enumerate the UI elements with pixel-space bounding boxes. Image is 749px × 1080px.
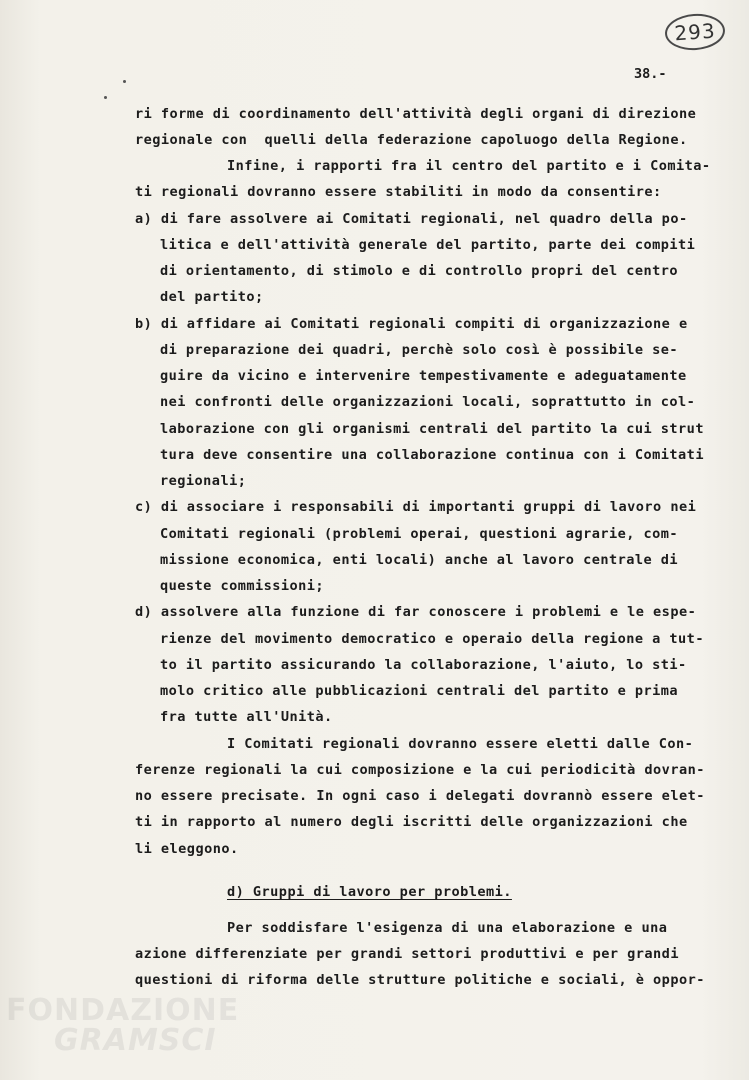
- watermark-line: FONDAZIONE: [6, 993, 240, 1028]
- text-line: queste commissioni;: [160, 578, 325, 594]
- text-line: to il partito assicurando la collaborazione, l'aiuto, lo sti-: [160, 657, 687, 673]
- text-line: guire da vicino e intervenire tempestivamente e adeguatamente: [160, 368, 687, 384]
- text-line: del partito;: [160, 289, 264, 305]
- text-line: no essere precisate. In ogni caso i delegati dovrannò essere elet-: [135, 788, 705, 804]
- text-line: ti regionali dovranno essere stabiliti in modo da consentire:: [135, 184, 662, 200]
- text-line: ri forme di coordinamento dell'attività degli organi di direzione: [135, 106, 697, 122]
- text-line: laborazione con gli organismi centrali del partito la cui strut: [160, 421, 704, 437]
- text-line: ferenze regionali la cui composizione e la cui periodicità dovran-: [135, 762, 705, 778]
- text-line: missione economica, enti locali) anche al lavoro centrale di: [160, 552, 679, 568]
- margin-mark: [123, 80, 126, 83]
- text-line: rienze del movimento democratico e operaio della regione a tut-: [160, 631, 704, 647]
- text-line: li eleggono.: [135, 841, 239, 857]
- text-line: d) assolvere alla funzione di far conoscere i problemi e le espe-: [135, 604, 697, 620]
- margin-mark: [104, 96, 107, 99]
- text-line: Per soddisfare l'esigenza di una elaborazione e una: [227, 920, 668, 936]
- archive-stamp: 293: [664, 12, 726, 52]
- text-line: ti in rapporto al numero degli iscritti delle organizzazioni che: [135, 814, 688, 830]
- section-heading: d) Gruppi di lavoro per problemi.: [227, 884, 512, 900]
- text-line: di preparazione dei quadri, perchè solo così è possibile se-: [160, 342, 679, 358]
- text-line: Comitati regionali (problemi operai, questioni agrarie, com-: [160, 526, 679, 542]
- text-line: I Comitati regionali dovranno essere eletti dalle Con-: [227, 736, 694, 752]
- text-line: questioni di riforma delle strutture politiche e sociali, è oppor-: [135, 972, 705, 988]
- text-line: c) di associare i responsabili di importanti gruppi di lavoro nei: [135, 499, 697, 515]
- watermark-line: GRAMSCI: [54, 1023, 217, 1058]
- text-line: b) di affidare ai Comitati regionali compiti di organizzazione e: [135, 316, 688, 332]
- text-line: tura deve consentire una collaborazione continua con i Comitati: [160, 447, 704, 463]
- text-line: molo critico alle pubblicazioni centrali del partito e prima: [160, 683, 679, 699]
- text-line: regionale con quelli della federazione capoluogo della Regione.: [135, 132, 688, 148]
- text-line: regionali;: [160, 473, 247, 489]
- archive-watermark: [6, 993, 240, 1058]
- text-line: nei confronti delle organizzazioni locali, soprattutto in col-: [160, 394, 696, 410]
- page-number: 38.-: [634, 66, 667, 82]
- text-line: fra tutte all'Unità.: [160, 709, 333, 725]
- text-line: azione differenziate per grandi settori produttivi e per grandi: [135, 946, 679, 962]
- text-line: litica e dell'attività generale del partito, parte dei compiti: [160, 237, 696, 253]
- text-line: di orientamento, di stimolo e di controllo propri del centro: [160, 263, 679, 279]
- text-line: a) di fare assolvere ai Comitati regionali, nel quadro della po-: [135, 211, 688, 227]
- text-line: Infine, i rapporti fra il centro del partito e i Comita-: [227, 158, 711, 174]
